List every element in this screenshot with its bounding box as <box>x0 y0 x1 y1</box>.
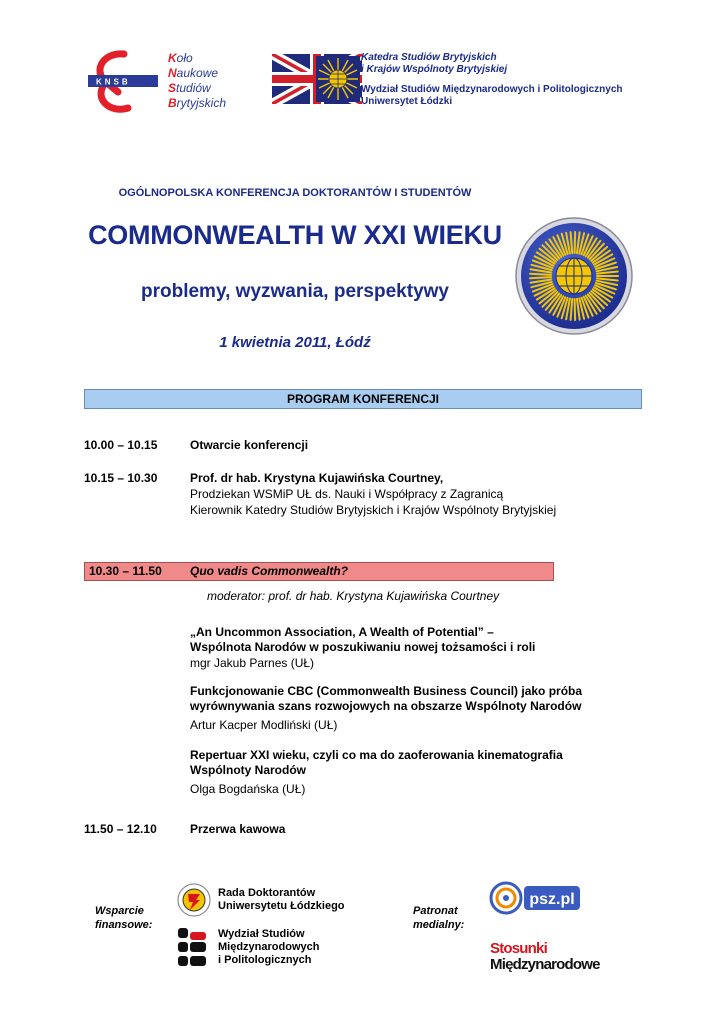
psz-logo <box>488 880 584 916</box>
talk-3-author: Olga Bogdańska (UŁ) <box>190 782 306 796</box>
emblem-ray <box>575 299 576 320</box>
speech-speaker: Prof. dr hab. Krystyna Kujawińska Courtney, <box>190 471 444 485</box>
psz-logo-text: psz.pl <box>529 891 575 908</box>
conference-date: 1 kwietnia 2011, Łódź <box>219 334 371 351</box>
speech-role-1: Prodziekan WSMiP UŁ ds. Nauki i Współpracy z Zagranicą <box>190 487 504 501</box>
talk-1-title-1: „An Uncommon Association, A Wealth of Potential” – <box>190 625 494 639</box>
break-time: 11.50 – 12.10 <box>84 822 157 836</box>
wydzial-logo <box>176 926 212 970</box>
rada-doktorantow-logo <box>176 882 212 918</box>
rada-doktorantow-name: Rada Doktorantów Uniwersytetu Łódzkiego <box>218 887 345 912</box>
speech-role-2: Kierownik Katedry Studiów Brytyjskich i Krajów Wspólnoty Brytyjskiej <box>190 503 557 517</box>
session-time: 10.30 – 11.50 <box>89 564 162 578</box>
faculty-line-1: Wydział Studiów Międzynarodowych i Politologicznych <box>361 84 623 95</box>
stosunki-line-1: Stosunki <box>490 940 547 957</box>
talk-3-title-1: Repertuar XXI wieku, czyli co ma do zaoferowania kinematografia <box>190 748 563 762</box>
talk-1 <box>190 625 535 671</box>
knsb-name: Koło Naukowe Studiów Brytyjskich <box>168 51 227 110</box>
speech-time: 10.15 – 10.30 <box>84 471 158 485</box>
talk-1-author: mgr Jakub Parnes (UŁ) <box>190 656 315 670</box>
talk-2-title-1: Funkcjonowanie CBC (Commonwealth Business Council) jako próba <box>190 684 583 698</box>
wydzial-name: Wydział Studiów Międzynarodowych i Politologicznych <box>218 928 320 966</box>
conference-kicker: OGÓLNOPOLSKA KONFERENCJA DOKTORANTÓW I STUDENTÓW <box>118 187 472 199</box>
knsb-badge-text: KNSB <box>96 77 131 87</box>
dept-line-2: i Krajów Wspólnoty Brytyjskiej <box>361 64 508 75</box>
session-bar <box>84 562 554 581</box>
talk-2-title-2: wyrównywania szans rozwojowych na obszarze Wspólnoty Narodów <box>190 699 582 713</box>
talk-3 <box>190 748 563 797</box>
emblem-ray <box>575 232 576 253</box>
talk-2-author: Artur Kacper Modliński (UŁ) <box>190 718 338 732</box>
conference-title: COMMONWEALTH W XXI WIEKU <box>88 220 502 250</box>
uk-flag-logo <box>272 54 362 104</box>
session-moderator: moderator: prof. dr hab. Krystyna Kujawińska Courtney <box>207 589 500 603</box>
talk-3-title-2: Wspólnoty Narodów <box>190 763 306 777</box>
speech-block <box>190 470 556 518</box>
patron-label: Patronat medialny: <box>413 905 465 931</box>
commonwealth-emblem <box>514 216 634 336</box>
talk-2 <box>190 684 582 733</box>
break-label: Przerwa kawowa <box>190 822 286 836</box>
conference-subtitle: problemy, wyzwania, perspektywy <box>141 281 449 302</box>
emblem-ray <box>530 274 551 275</box>
opening-time: 10.00 – 10.15 <box>84 438 158 452</box>
talk-1-title-2: Wspólnota Narodów w poszukiwaniu nowej tożsamości i roli <box>190 640 536 654</box>
program-heading: PROGRAM KONFERENCJI <box>84 389 642 409</box>
department-block <box>361 52 623 108</box>
opening-label: Otwarcie konferencji <box>190 438 309 452</box>
support-label: Wsparcie finansowe: <box>95 905 153 931</box>
stosunki-line-2: Międzynarodowe <box>490 956 600 972</box>
emblem-ray <box>530 277 551 278</box>
session-title: Quo vadis Commonwealth? <box>190 564 349 578</box>
faculty-line-2: Uniwersytet Łódzki <box>361 96 453 107</box>
dept-line-1: Katedra Studiów Brytyjskich <box>361 52 497 63</box>
stosunki-miedzynarodowe-logo <box>488 938 618 972</box>
